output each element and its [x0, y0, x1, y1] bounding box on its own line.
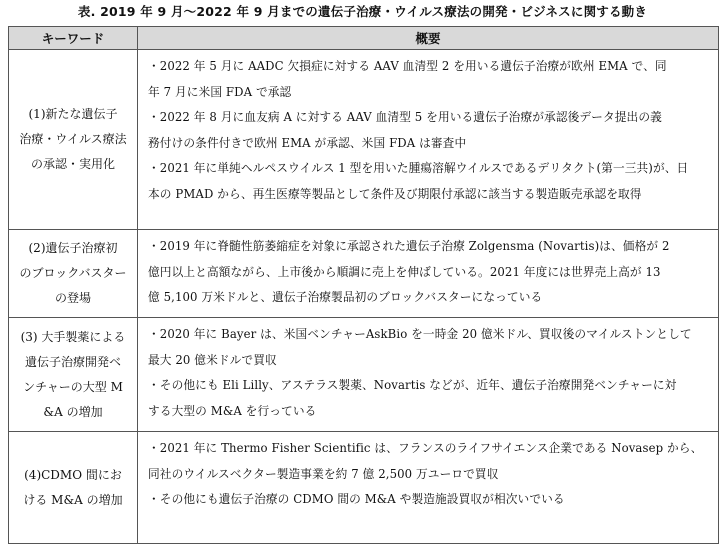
- overview-line: 最大 20 億米ドルで買収: [148, 352, 277, 367]
- keyword-line: (3) 大手製薬による: [20, 329, 126, 344]
- overview-line: ・2022 年 8 月に血友病 A に対する AAV 血清型 5 を用いる遺伝子治療が承認後データ提出の義: [148, 110, 662, 124]
- keyword-cell: [9, 432, 138, 544]
- overview-line: ・2019 年に脊髄性筋萎縮症を対象に承認された遺伝子治療 Zolgensma (Novartis)は、価格が 2: [148, 239, 670, 253]
- overview-cell: [138, 432, 719, 544]
- overview-line: ・2022 年 5 月に AADC 欠損症に対する AAV 血清型 2 を用いる遺伝子治療が欧州 EMA で、同: [148, 59, 667, 73]
- overview-line: 本の PMAD から、再生医療等製品として条件及び期限付承認に該当する製造販売承認を取得: [148, 186, 642, 201]
- header-keyword: キーワード: [9, 27, 138, 50]
- keyword-line: ける M&A の増加: [23, 492, 123, 507]
- keyword-line: のブロックバスター: [19, 266, 127, 280]
- table-row: [9, 50, 719, 230]
- overview-line: ・その他にも遺伝子治療の CDMO 間の M&A や製造施設買収が相次いでいる: [148, 492, 565, 506]
- keyword-line: 治療・ウイルス療法: [19, 132, 127, 146]
- overview-line: 務付けの条件付きで欧州 EMA が承認、米国 FDA は審査中: [148, 135, 467, 150]
- header-overview: 概要: [138, 27, 719, 50]
- keyword-cell: [9, 50, 138, 230]
- overview-line: ・2020 年に Bayer は、米国ベンチャーAskBio を一時金 20 億米ドル、買収後のマイルストンとして: [148, 327, 692, 341]
- overview-line: ・2021 年に単純ヘルペスウイルス 1 型を用いた腫瘍溶解ウイルスであるデリタクト(第一三共)が、日: [148, 161, 689, 175]
- overview-line: ・その他にも Eli Lilly、アステラス製薬、Novartis などが、近年、遺伝子治療開発ベンチャーに対: [148, 378, 677, 392]
- overview-line: する大型の M&A を行っている: [148, 403, 317, 418]
- keyword-line: (4)CDMO 間にお: [24, 467, 122, 482]
- table-row: [9, 432, 719, 544]
- overview-line: 億 5,100 万米ドルと、遺伝子治療製品初のブロックバスターになっている: [148, 290, 543, 304]
- keyword-line: の登場: [54, 291, 91, 305]
- overview-line: ・2021 年に Thermo Fisher Scientific は、フランスのライフサイエンス企業である Novasep から、: [148, 441, 703, 455]
- keyword-line: の承認・実用化: [30, 157, 115, 171]
- overview-line: 年 7 月に米国 FDA で承認: [148, 84, 292, 99]
- keyword-line: 遺伝子治療開発ベ: [24, 354, 121, 369]
- overview-cell: [138, 230, 719, 318]
- keyword-line: &A の増加: [43, 404, 103, 419]
- keyword-cell: [9, 230, 138, 318]
- overview-cell: [138, 318, 719, 432]
- table-header-row: [9, 27, 719, 50]
- developments-table: [8, 26, 719, 544]
- keyword-line: (2)遺伝子治療初: [28, 241, 118, 255]
- overview-line: 同社のウイルスベクター製造事業を約 7 億 2,500 万ユーロで買収: [148, 466, 499, 481]
- table-row: [9, 230, 719, 318]
- keyword-line: ンチャーの大型 M: [23, 379, 123, 394]
- table-caption: 表. 2019 年 9 月～2022 年 9 月までの遺伝子治療・ウイルス療法の開発・ビジネスに関する動き: [77, 4, 648, 19]
- keyword-line: (1)新たな遺伝子: [28, 107, 118, 121]
- overview-cell: [138, 50, 719, 230]
- table-row: [9, 318, 719, 432]
- overview-line: 億円以上と高額ながら、上市後から順調に売上を伸ばしている。2021 年度には世界売上高が 13: [148, 264, 661, 279]
- keyword-cell: [9, 318, 138, 432]
